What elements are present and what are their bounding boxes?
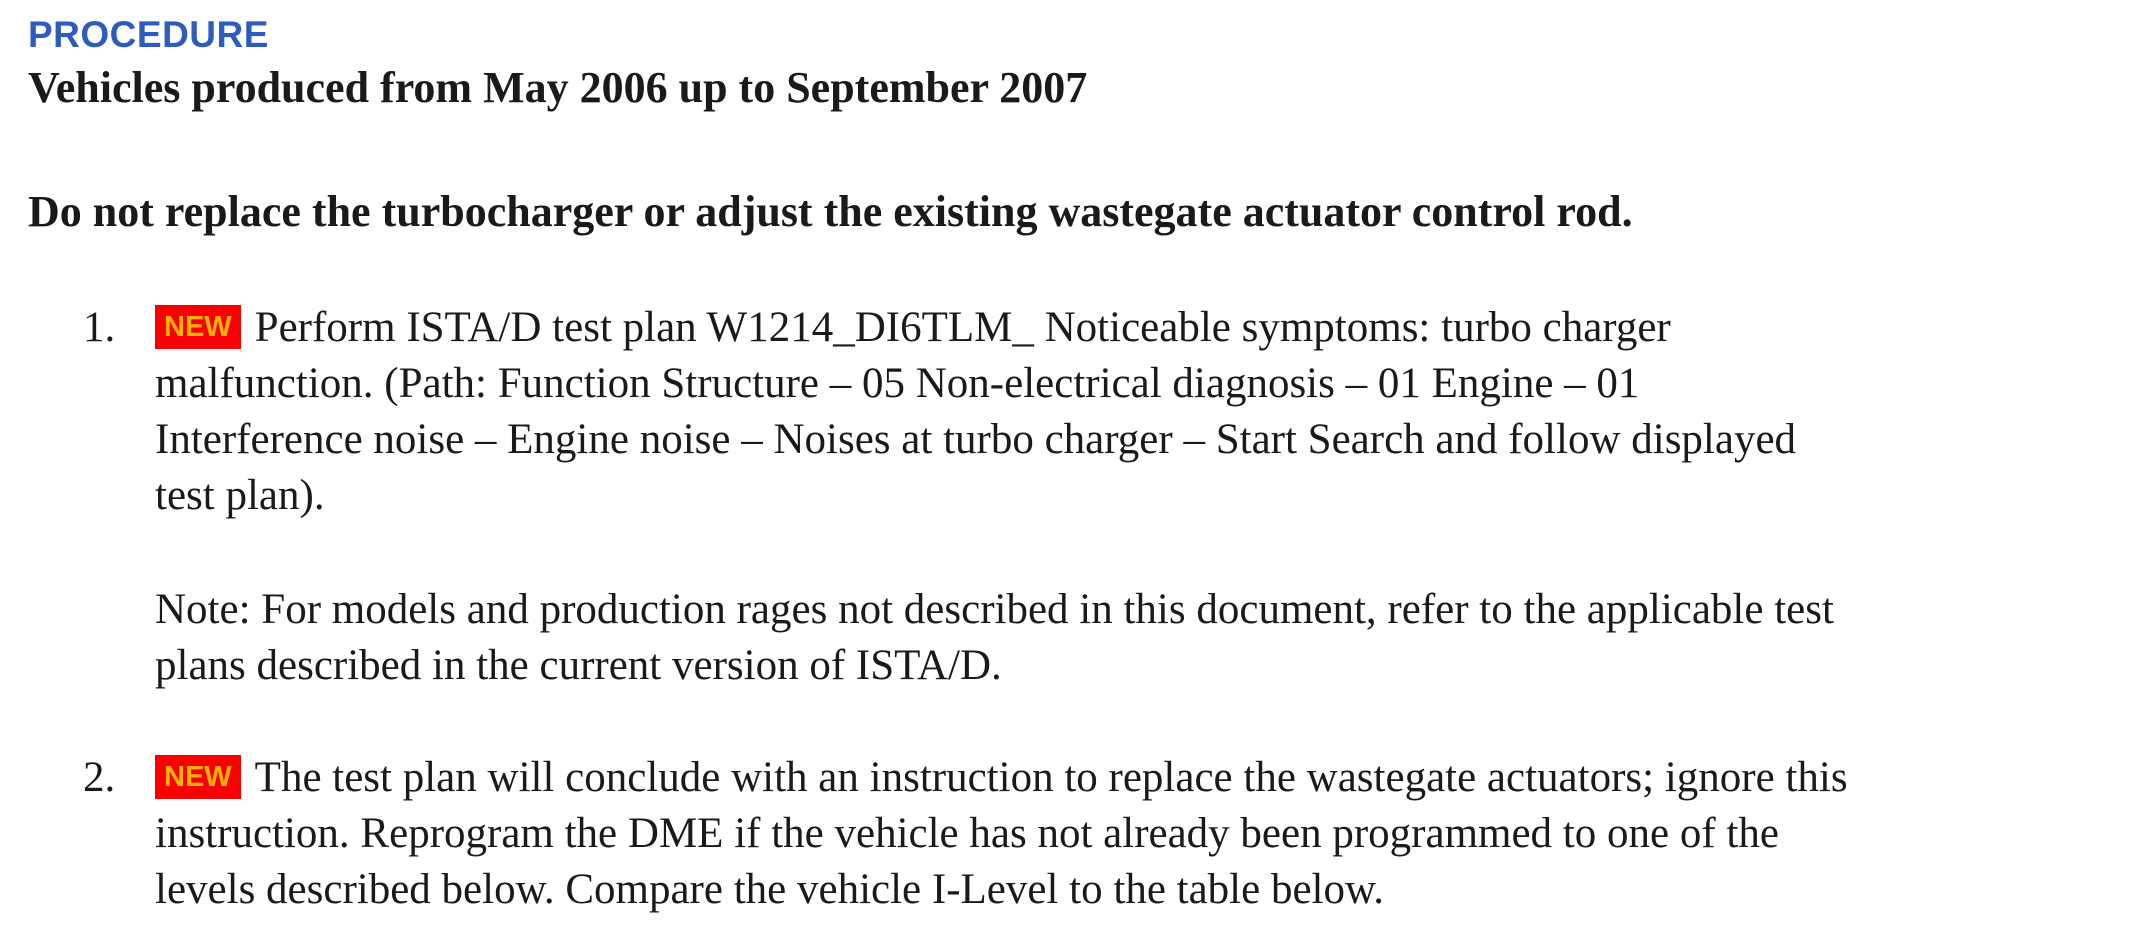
text-line bbox=[155, 750, 1848, 806]
note-paragraph bbox=[155, 582, 1834, 694]
note-text-line: Note: For models and production rages not described in this document, refer to the applicable test bbox=[155, 586, 1834, 633]
note-text-line: plans described in the current version of ISTA/D. bbox=[155, 642, 1002, 689]
text-line bbox=[155, 300, 1834, 356]
section-heading: PROCEDURE bbox=[28, 14, 269, 55]
text-line: levels described below. Compare the vehicle I-Level to the table below. bbox=[155, 866, 1385, 913]
text-line: malfunction. (Path: Function Structure – 05 Non-electrical diagnosis – 01 Engine – 01 bbox=[155, 360, 1640, 407]
text-line-content: Perform ISTA/D test plan W1214_DI6TLM_ Noticeable symptoms: turbo charger bbox=[254, 304, 1671, 351]
procedure-step bbox=[28, 750, 2133, 918]
step-text bbox=[155, 750, 1848, 918]
warning-statement: Do not replace the turbocharger or adjust the existing wastegate actuator control rod. bbox=[28, 187, 1633, 236]
step-number: 1. bbox=[83, 304, 116, 351]
text-line: test plan). bbox=[155, 472, 325, 519]
text-line: Interference noise – Engine noise – Noises at turbo charger – Start Search and follow displayed bbox=[155, 416, 1797, 463]
text-line: instruction. Reprogram the DME if the vehicle has not already been programmed to one of the bbox=[155, 810, 1779, 857]
step-number: 2. bbox=[83, 754, 116, 801]
new-badge: NEW bbox=[155, 755, 241, 799]
procedure-step bbox=[28, 300, 2133, 694]
text-line-content: The test plan will conclude with an instruction to replace the wastegate actuators; ignore this bbox=[254, 754, 1848, 801]
step-text bbox=[155, 300, 1834, 694]
procedure-steps-list bbox=[28, 300, 2133, 918]
new-badge: NEW bbox=[155, 305, 241, 349]
production-range-heading: Vehicles produced from May 2006 up to September 2007 bbox=[28, 63, 1088, 112]
